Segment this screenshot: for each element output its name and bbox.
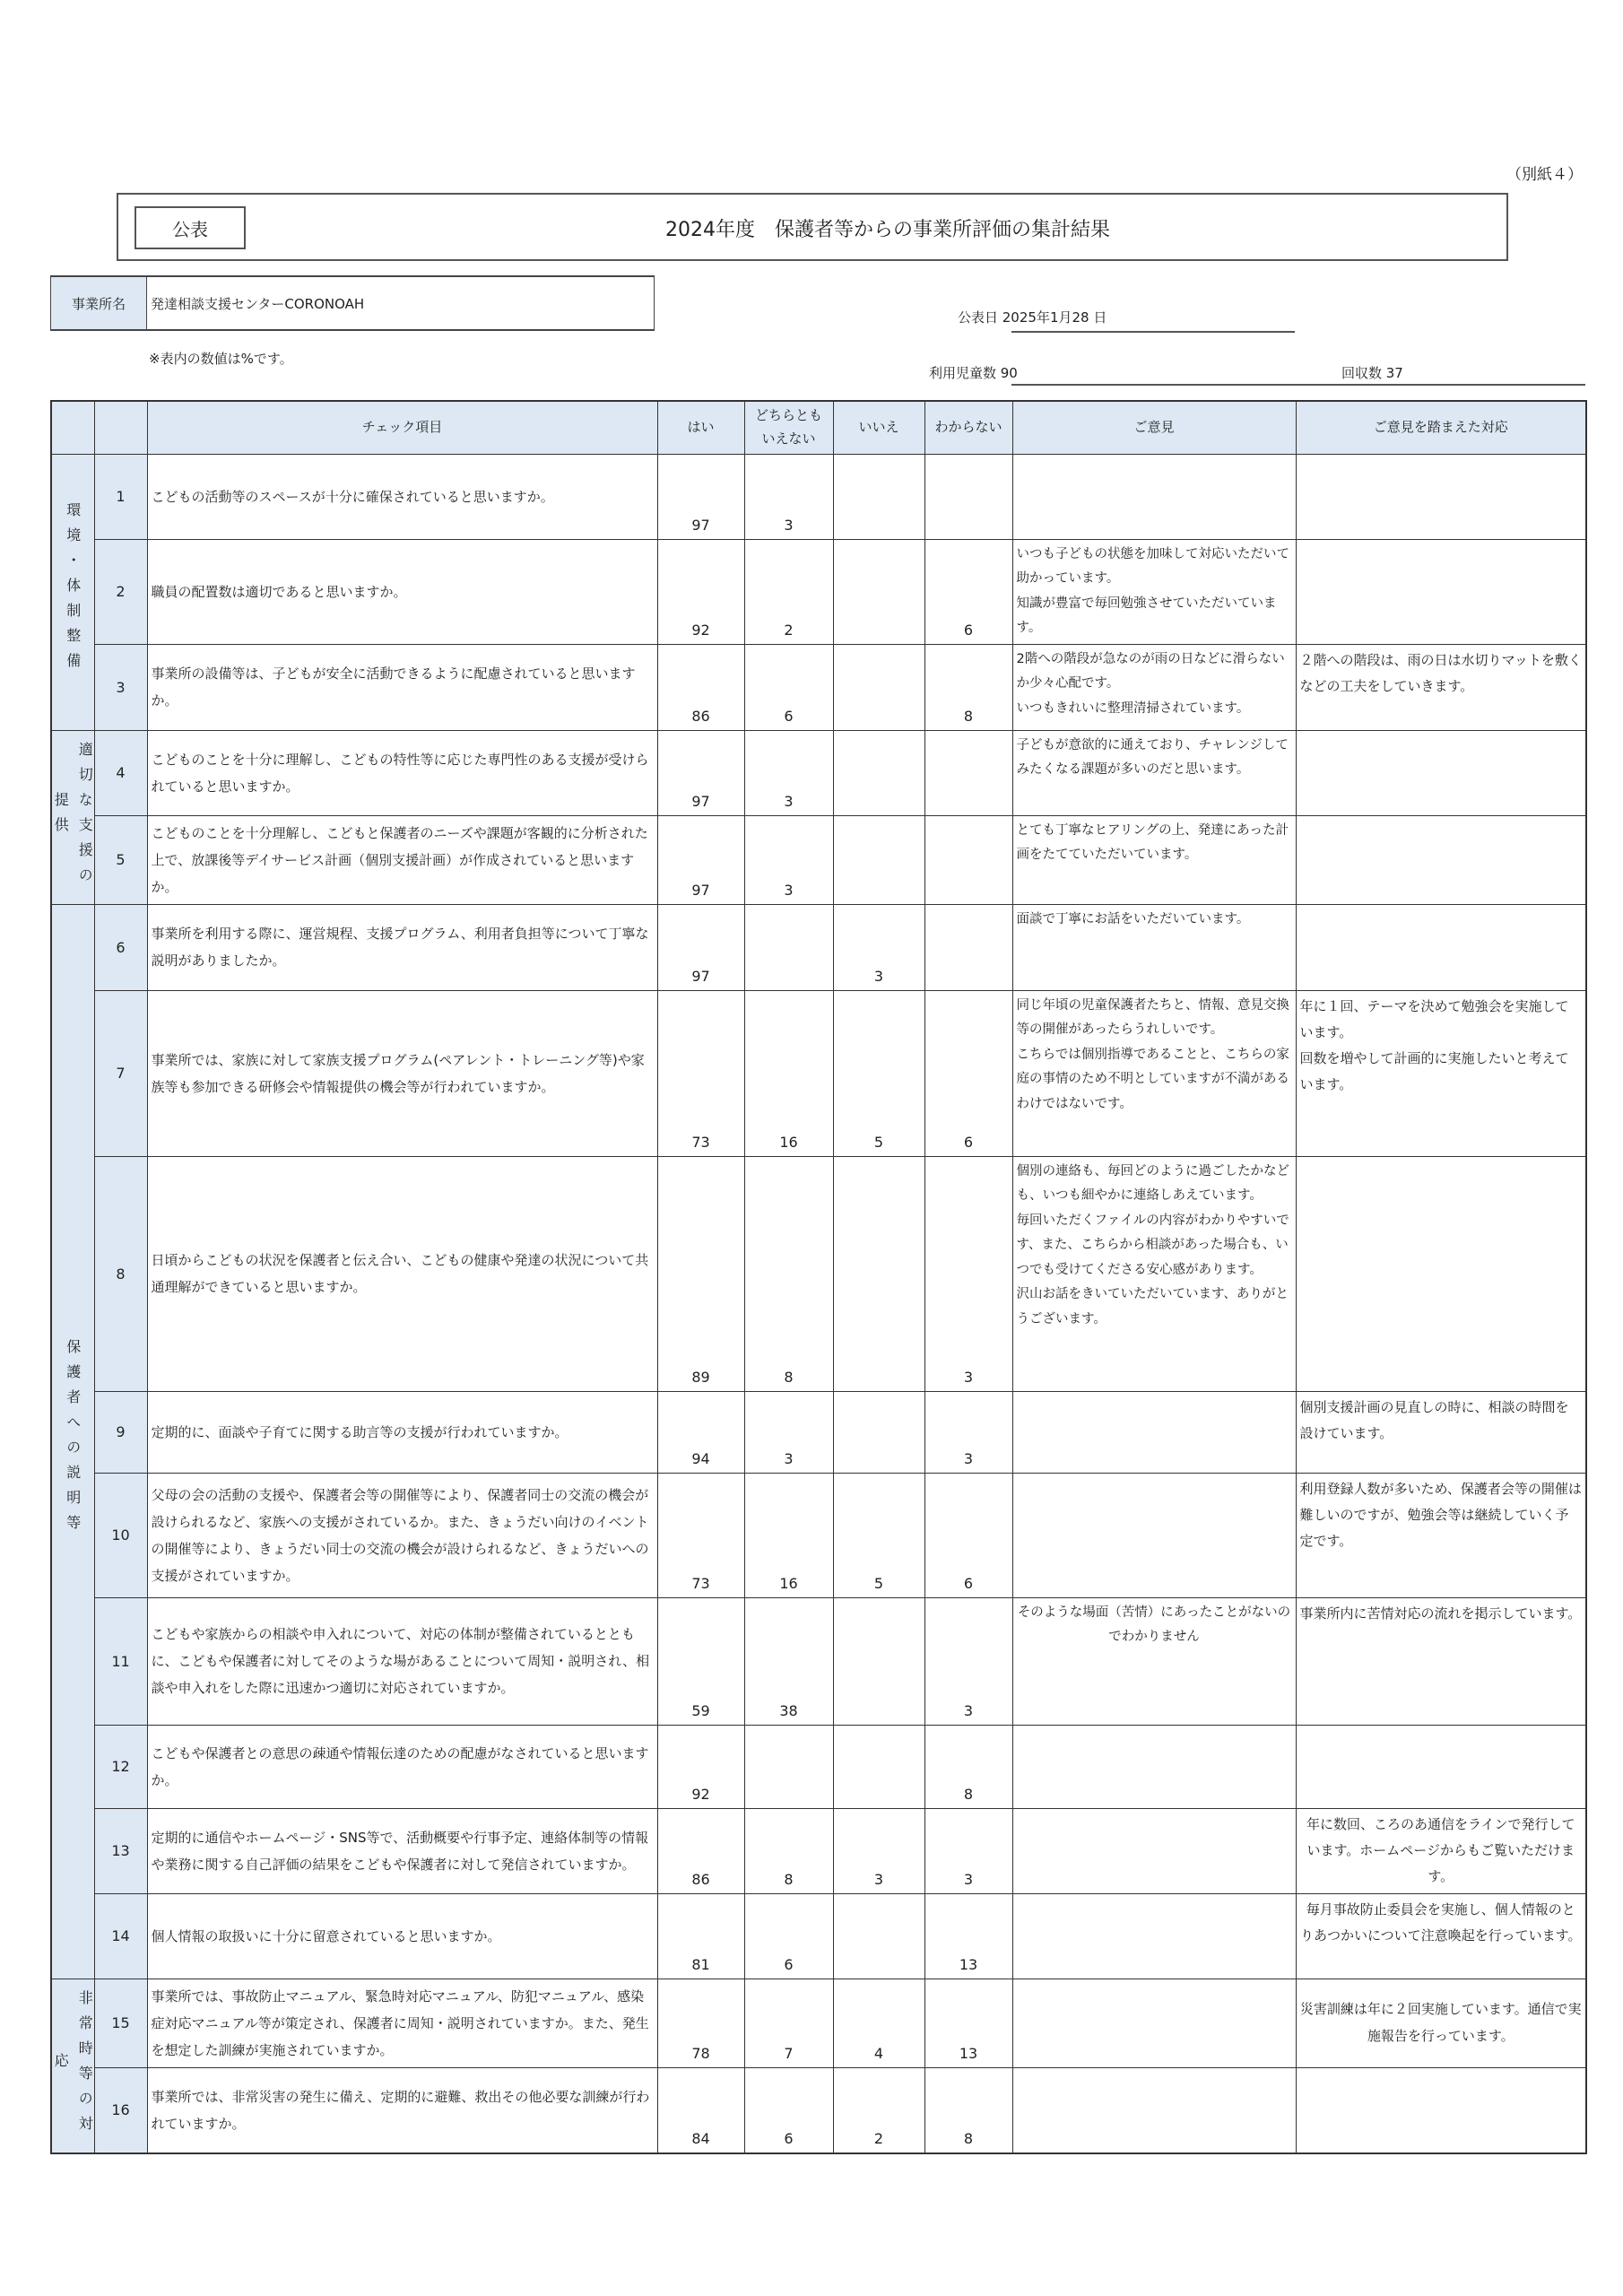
unknown-percent: 8: [924, 2067, 1012, 2153]
yes-percent: 97: [657, 454, 744, 539]
neutral-percent: 8: [744, 1808, 833, 1893]
neutral-percent: 3: [744, 454, 833, 539]
response-text: 事業所内に苦情対応の流れを掲示しています。: [1296, 1597, 1586, 1725]
table-row: [51, 1893, 1586, 1979]
response-text: ２階への階段は、雨の日は水切りマットを敷くなどの工夫をしていきます。: [1296, 644, 1586, 730]
opinion-text: [1012, 1893, 1296, 1979]
category-label-part: 提供: [52, 792, 70, 843]
yes-percent: 97: [657, 815, 744, 904]
item-number: 11: [94, 1597, 147, 1725]
opinion-text: [1012, 1808, 1296, 1893]
no-percent: 5: [833, 990, 924, 1156]
check-item-text: 個人情報の取扱いに十分に留意されていると思いますか。: [147, 1893, 657, 1979]
neutral-percent: 3: [744, 730, 833, 815]
no-percent: [833, 539, 924, 644]
item-number: 5: [94, 815, 147, 904]
check-item-text: こどもや家族からの相談や申入れについて、対応の体制が整備されているとともに、こどもや保護者に対してそのような場があることについて周知・説明され、相談や申入れをした際に迅速かつ適切に対応されていますか。: [147, 1597, 657, 1725]
item-number: 14: [94, 1893, 147, 1979]
unknown-percent: 3: [924, 1391, 1012, 1473]
yes-percent: 86: [657, 1808, 744, 1893]
check-item-text: 事業所では、非常災害の発生に備え、定期的に避難、救出その他必要な訓練が行われていますか。: [147, 2067, 657, 2153]
response-text: 個別支援計画の見直しの時に、相談の時間を設けています。: [1296, 1391, 1586, 1473]
category-cell: [51, 1979, 94, 2153]
no-percent: 3: [833, 1808, 924, 1893]
unknown-percent: 3: [924, 1808, 1012, 1893]
check-item-text: 定期的に、面談や子育てに関する助言等の支援が行われていますか。: [147, 1391, 657, 1473]
yes-percent: 92: [657, 539, 744, 644]
response-text: 利用登録人数が多いため、保護者会等の開催は難しいのですが、勉強会等は継続していく予定です。: [1296, 1473, 1586, 1597]
yes-percent: 94: [657, 1391, 744, 1473]
check-item-text: 事業所の設備等は、子どもが安全に活動できるように配慮されていると思いますか。: [147, 644, 657, 730]
check-item-text: こどものことを十分理解し、こどもと保護者のニーズや課題が客観的に分析された上で、放課後等デイサービス計画（個別支援計画）が作成されていると思いますか。: [147, 815, 657, 904]
yes-percent: 73: [657, 990, 744, 1156]
opinion-text: そのような場面（苦情）にあったことがないのでわかりません: [1012, 1597, 1296, 1725]
unknown-percent: 13: [924, 1893, 1012, 1979]
no-percent: [833, 644, 924, 730]
table-row: [51, 1156, 1586, 1391]
check-item-text: 日頃からこどもの状況を保護者と伝え合い、こどもの健康や発達の状況について共通理解ができていると思いますか。: [147, 1156, 657, 1391]
check-item-text: 事業所を利用する際に、運営規程、支援プログラム、利用者負担等について丁寧な説明がありましたか。: [147, 904, 657, 990]
table-row: [51, 454, 1586, 539]
publication-date-underline: [1011, 331, 1295, 333]
page-title: 2024年度 保護者等からの事業所評価の集計結果: [665, 218, 1110, 241]
office-info: [50, 275, 655, 331]
office-name: 発達相談支援センターCORONOAH: [151, 295, 365, 312]
no-percent: [833, 815, 924, 904]
header-response: ご意見を踏まえた対応: [1296, 401, 1586, 454]
check-item-text: 事業所では、事故防止マニュアル、緊急時対応マニュアル、防犯マニュアル、感染症対応マニュアル等が策定され、保護者に周知・説明されていますか。また、発生を想定した訓練が実施されていますか。: [147, 1979, 657, 2067]
counts-underline: [1011, 384, 1585, 386]
collected-count: 回収数 37: [1341, 365, 1403, 381]
header-number: [94, 401, 147, 454]
unknown-percent: 13: [924, 1979, 1012, 2067]
response-text: [1296, 539, 1586, 644]
category-label-part: 適切な支援の: [76, 742, 94, 893]
table-row: [51, 644, 1586, 730]
item-number: 9: [94, 1391, 147, 1473]
header-neutral: どちらとも いえない: [744, 401, 833, 454]
item-number: 7: [94, 990, 147, 1156]
no-percent: [833, 730, 924, 815]
neutral-percent: 6: [744, 644, 833, 730]
neutral-percent: [744, 1725, 833, 1808]
unknown-percent: 6: [924, 990, 1012, 1156]
table-row: [51, 1979, 1586, 2067]
no-percent: [833, 1725, 924, 1808]
neutral-percent: 6: [744, 2067, 833, 2153]
item-number: 1: [94, 454, 147, 539]
office-label: 事業所名: [51, 277, 147, 329]
check-item-text: こどもの活動等のスペースが十分に確保されていると思いますか。: [147, 454, 657, 539]
unknown-percent: [924, 730, 1012, 815]
opinion-text: [1012, 2067, 1296, 2153]
category-label: 環境・体制整備: [64, 502, 82, 679]
yes-percent: 81: [657, 1893, 744, 1979]
table-row: [51, 904, 1586, 990]
no-percent: [833, 1597, 924, 1725]
response-text: [1296, 904, 1586, 990]
no-percent: [833, 1893, 924, 1979]
unknown-percent: 6: [924, 539, 1012, 644]
opinion-text: [1012, 1979, 1296, 2067]
check-item-text: こどものことを十分に理解し、こどもの特性等に応じた専門性のある支援が受けられていると思いますか。: [147, 730, 657, 815]
response-text: 災害訓練は年に２回実施しています。通信で実施報告を行っています。: [1296, 1979, 1586, 2067]
header-check-item: チェック項目: [147, 401, 657, 454]
neutral-percent: 7: [744, 1979, 833, 2067]
unknown-percent: 6: [924, 1473, 1012, 1597]
no-percent: [833, 1156, 924, 1391]
check-item-text: 定期的に通信やホームページ・SNS等で、活動概要や行事予定、連絡体制等の情報や業務に関する自己評価の結果をこどもや保護者に対して発信されていますか。: [147, 1808, 657, 1893]
table-row: [51, 1725, 1586, 1808]
opinion-text: [1012, 1391, 1296, 1473]
unknown-percent: [924, 454, 1012, 539]
opinion-text: [1012, 1473, 1296, 1597]
unknown-percent: 8: [924, 1725, 1012, 1808]
neutral-percent: 16: [744, 990, 833, 1156]
table-row: [51, 539, 1586, 644]
table-row: [51, 730, 1586, 815]
yes-percent: 84: [657, 2067, 744, 2153]
table-header-row: [51, 401, 1586, 454]
category-label-part: 応: [52, 2053, 70, 2079]
table-row: [51, 990, 1586, 1156]
response-text: [1296, 454, 1586, 539]
neutral-percent: 38: [744, 1597, 833, 1725]
yes-percent: 78: [657, 1979, 744, 2067]
unknown-percent: 3: [924, 1156, 1012, 1391]
header-category: [51, 401, 94, 454]
item-number: 13: [94, 1808, 147, 1893]
neutral-percent: 8: [744, 1156, 833, 1391]
opinion-text: [1012, 454, 1296, 539]
yes-percent: 86: [657, 644, 744, 730]
category-label-part: 非常時等の対: [76, 1990, 94, 2142]
item-number: 6: [94, 904, 147, 990]
item-number: 15: [94, 1979, 147, 2067]
unknown-percent: [924, 815, 1012, 904]
header-opinion: ご意見: [1012, 401, 1296, 454]
response-text: [1296, 1156, 1586, 1391]
item-number: 16: [94, 2067, 147, 2153]
category-cell: [51, 454, 94, 730]
users-count: 利用児童数 90: [929, 365, 1018, 381]
yes-percent: 73: [657, 1473, 744, 1597]
category-cell: [51, 904, 94, 1979]
opinion-text: とても丁寧なヒアリングの上、発達にあった計画をたてていただいています。: [1012, 815, 1296, 904]
item-number: 4: [94, 730, 147, 815]
table-row: [51, 1391, 1586, 1473]
response-text: 年に１回、テーマを決めて勉強会を実施しています。 回数を増やして計画的に実施したいと考えています。: [1296, 990, 1586, 1156]
neutral-percent: 6: [744, 1893, 833, 1979]
header-yes: はい: [657, 401, 744, 454]
opinion-text: 面談で丁寧にお話をいただいています。: [1012, 904, 1296, 990]
response-text: [1296, 815, 1586, 904]
item-number: 10: [94, 1473, 147, 1597]
header-unknown: わからない: [924, 401, 1012, 454]
no-percent: 5: [833, 1473, 924, 1597]
yes-percent: 89: [657, 1156, 744, 1391]
item-number: 8: [94, 1156, 147, 1391]
category-label: 保護者への説明等: [64, 1339, 82, 1541]
check-item-text: 父母の会の活動の支援や、保護者会等の開催等により、保護者同士の交流の機会が設けられるなど、家族への支援がされているか。また、きょうだい向けのイベントの開催等により、きょうだい同士の交流の機会が設けられるなど、きょうだいへの支援がされていますか。: [147, 1473, 657, 1597]
neutral-percent: 3: [744, 815, 833, 904]
no-percent: 2: [833, 2067, 924, 2153]
publication-date: 公表日 2025年1月28 日: [958, 309, 1107, 326]
unknown-percent: 8: [924, 644, 1012, 730]
yes-percent: 59: [657, 1597, 744, 1725]
percent-note: ※表内の数値は%です。: [149, 351, 293, 367]
unknown-percent: [924, 904, 1012, 990]
response-text: [1296, 1725, 1586, 1808]
category-cell: [51, 730, 94, 904]
opinion-text: 子どもが意欲的に通えており、チャレンジしてみたくなる課題が多いのだと思います。: [1012, 730, 1296, 815]
neutral-percent: 2: [744, 539, 833, 644]
item-number: 3: [94, 644, 147, 730]
opinion-text: 個別の連絡も、毎回どのように過ごしたかなども、いつも細やかに連絡しあえています。 毎回いただくファイルの内容がわかりやすいです、また、こちらから相談があった場合も、いつでも受けてくださる安心感があります。 沢山お話をきいていただいています、ありがとうございます。: [1012, 1156, 1296, 1391]
check-item-text: こどもや保護者との意思の疎通や情報伝達のための配慮がなされていると思いますか。: [147, 1725, 657, 1808]
no-percent: [833, 1391, 924, 1473]
check-item-text: 職員の配置数は適切であると思いますか。: [147, 539, 657, 644]
yes-percent: 97: [657, 904, 744, 990]
unknown-percent: 3: [924, 1597, 1012, 1725]
public-badge: 公表: [135, 206, 246, 249]
response-text: 毎月事故防止委員会を実施し、個人情報のとりあつかいについて注意喚起を行っています。: [1296, 1893, 1586, 1979]
header-no: いいえ: [833, 401, 924, 454]
response-text: [1296, 730, 1586, 815]
yes-percent: 92: [657, 1725, 744, 1808]
opinion-text: いつも子どもの状態を加味して対応いただいて助かっています。 知識が豊富で毎回勉強させていただいています。: [1012, 539, 1296, 644]
item-number: 2: [94, 539, 147, 644]
table-row: [51, 815, 1586, 904]
evaluation-table: [50, 400, 1587, 2154]
yes-percent: 97: [657, 730, 744, 815]
response-text: 年に数回、ころのあ通信をラインで発行しています。ホームページからもご覧いただけます。: [1296, 1808, 1586, 1893]
no-percent: 3: [833, 904, 924, 990]
opinion-text: [1012, 1725, 1296, 1808]
no-percent: [833, 454, 924, 539]
no-percent: 4: [833, 1979, 924, 2067]
neutral-percent: 16: [744, 1473, 833, 1597]
table-row: [51, 1808, 1586, 1893]
table-row: [51, 2067, 1586, 2153]
neutral-percent: [744, 904, 833, 990]
opinion-text: 2階への階段が急なのが雨の日などに滑らないか少々心配です。 いつもきれいに整理清掃されています。: [1012, 644, 1296, 730]
annex-label: （別紙４）: [1506, 166, 1583, 184]
item-number: 12: [94, 1725, 147, 1808]
response-text: [1296, 2067, 1586, 2153]
check-item-text: 事業所では、家族に対して家族支援プログラム(ペアレント・トレーニング等)や家族等も参加できる研修会や情報提供の機会等が行われていますか。: [147, 990, 657, 1156]
neutral-percent: 3: [744, 1391, 833, 1473]
opinion-text: 同じ年頃の児童保護者たちと、情報、意見交換等の開催があったらうれしいです。 こちらでは個別指導であることと、こちらの家庭の事情のため不明としていますが不満があるわけではないです。: [1012, 990, 1296, 1156]
table-row: [51, 1597, 1586, 1725]
table-row: [51, 1473, 1586, 1597]
